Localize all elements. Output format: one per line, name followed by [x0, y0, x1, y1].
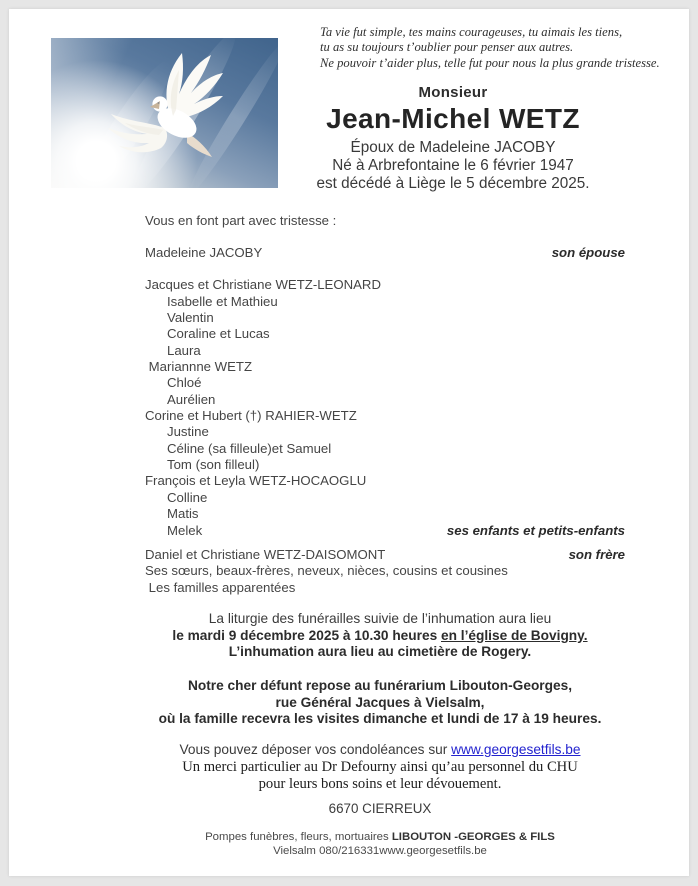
condolences-block — [80, 742, 680, 793]
family-row — [145, 547, 625, 563]
repose-block — [80, 678, 680, 728]
family-row — [145, 580, 625, 596]
ceremony-church: en l’église de Bovigny. — [441, 627, 588, 643]
family-member-name: Ses sœurs, beaux-frères, neveux, nièces, cousins et cousines — [145, 563, 508, 579]
funeral-home-footer — [80, 831, 680, 859]
death-line: est décédé à Liège le 5 décembre 2025. — [316, 175, 590, 193]
family-member-name: Tom (son filleul) — [167, 457, 260, 473]
ceremony-datetime: le mardi 9 décembre 2025 à 10.30 heures — [172, 627, 442, 643]
deceased-name: Jean-Michel WETZ — [326, 103, 580, 134]
family-row — [145, 294, 625, 310]
family-row — [145, 473, 625, 489]
spouse-line: Époux de Madeleine JACOBY — [350, 139, 556, 156]
family-member-name: Matis — [167, 506, 199, 522]
repose-line: Notre cher défunt repose au funérarium Libouton-Georges, — [187, 678, 573, 693]
quote-line: tu as su toujours t’oublier pour penser aux autres. — [320, 40, 574, 55]
family-member-name: Laura — [167, 342, 201, 358]
family-row — [145, 490, 625, 506]
family-row — [145, 310, 625, 326]
family-row — [145, 359, 625, 375]
deceased-header — [253, 84, 653, 194]
family-member-name: Melek — [167, 522, 203, 538]
family-row — [145, 506, 625, 522]
relationship-label: ses enfants et petits-enfants — [446, 522, 625, 538]
family-member-name: Mariannne WETZ — [145, 359, 253, 375]
birth-line: Né à Arbrefontaine le 6 février 1947 — [332, 157, 574, 175]
family-member-name: Jacques et Christiane WETZ-LEONARD — [145, 277, 381, 293]
burial-line: L’inhumation aura lieu au cimetière de Rogery. — [228, 644, 532, 660]
family-list — [145, 245, 625, 596]
family-member-name: Les familles apparentées — [145, 579, 296, 595]
dove-photo — [51, 38, 278, 188]
family-member-name: Isabelle et Mathieu — [167, 293, 278, 309]
family-row — [145, 441, 625, 457]
family-row — [145, 424, 625, 440]
thanks-line: Un merci particulier au Dr Defourny ainsi qu’au personnel du CHU — [182, 758, 578, 775]
announcement-page — [9, 9, 689, 876]
family-row — [145, 245, 625, 261]
family-member-name: Justine — [167, 424, 209, 440]
announcement-intro: Vous en font part avec tristesse : — [145, 213, 337, 228]
family-row — [145, 408, 625, 424]
liturgy-line: La liturgie des funérailles suivie de l’inhumation aura lieu — [208, 611, 552, 626]
family-row — [145, 343, 625, 359]
dove-icon — [51, 38, 278, 188]
funeral-home-name: LIBOUTON -GEORGES & FILS — [391, 831, 555, 843]
condolences-link[interactable]: www.georgesetfils.be — [451, 742, 581, 757]
family-member-name: Corine et Hubert (†) RAHIER-WETZ — [145, 408, 357, 424]
quote-line: Ne pouvoir t’aider plus, telle fut pour nous la plus grande tristesse. — [320, 55, 660, 70]
relationship-label: son épouse — [551, 245, 625, 260]
relationship-label: son frère — [568, 546, 625, 562]
repose-line: rue Général Jacques à Vielsalm, — [275, 694, 485, 710]
family-row — [145, 563, 625, 579]
family-member-name: François et Leyla WETZ-HOCAOGLU — [145, 473, 367, 489]
condolences-line — [80, 742, 680, 759]
family-row — [145, 457, 625, 473]
family-member-name: Coraline et Lucas — [167, 326, 270, 342]
family-member-name: Valentin — [167, 310, 214, 326]
family-member-name: Colline — [167, 489, 208, 505]
salutation: Monsieur — [418, 84, 488, 101]
footer-services: Pompes funèbres, fleurs, mortuaires — [205, 831, 392, 843]
condolences-text: Vous pouvez déposer vos condoléances sur — [179, 742, 452, 757]
family-row — [145, 392, 625, 408]
city-line: 6670 CIERREUX — [328, 801, 432, 816]
family-row — [145, 523, 625, 539]
family-row — [145, 375, 625, 391]
family-member-name: Céline (sa filleule)et Samuel — [167, 440, 332, 456]
family-member-name: Madeleine JACOBY — [145, 245, 263, 260]
memorial-quote — [320, 25, 670, 71]
family-member-name: Daniel et Christiane WETZ-DAISOMONT — [145, 546, 386, 562]
family-member-name: Chloé — [167, 375, 202, 391]
liturgy-line — [80, 628, 680, 645]
quote-line: Ta vie fut simple, tes mains courageuses, tu aimais les tiens, — [320, 25, 623, 39]
family-row — [145, 277, 625, 293]
family-member-name: Aurélien — [167, 391, 216, 407]
footer-line — [80, 831, 680, 845]
family-row — [145, 326, 625, 342]
repose-line: où la famille recevra les visites dimanche et lundi de 17 à 19 heures. — [158, 711, 602, 727]
thanks-line: pour leurs bons soins et leur dévouement. — [258, 775, 502, 792]
footer-contact-line: Vielsalm 080/216331www.georgesetfils.be — [273, 844, 487, 857]
liturgy-block — [80, 611, 680, 661]
